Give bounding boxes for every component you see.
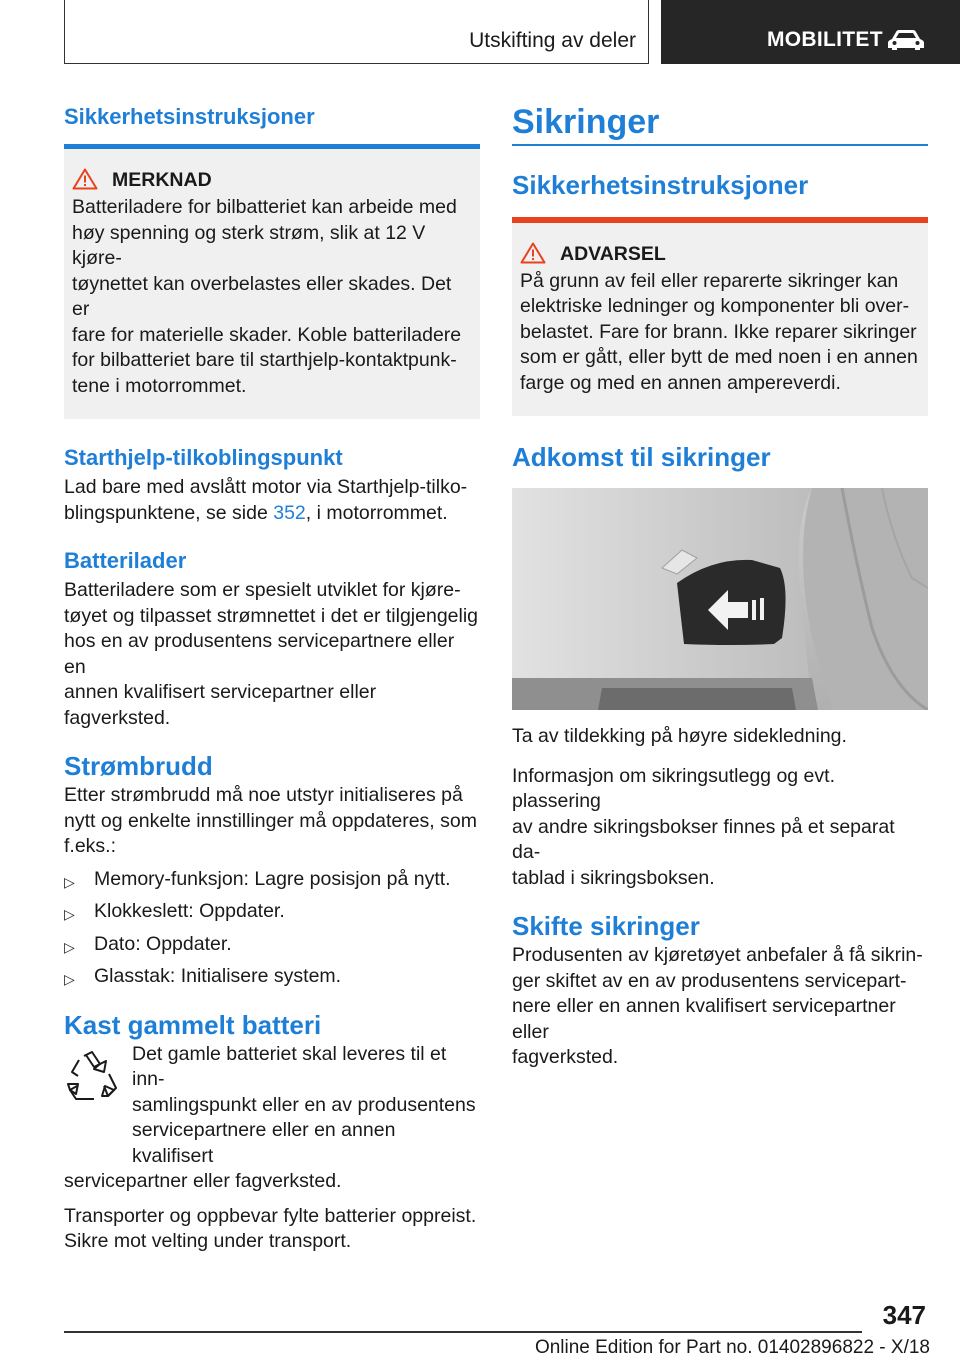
paragraph-line: nere eller en annen kvalifisert servicepartner eller xyxy=(512,995,896,1043)
fuses-title: Sikringer xyxy=(512,103,660,141)
warning-box xyxy=(512,223,928,417)
outage-list xyxy=(64,867,480,990)
list-item-text: Dato: Oppdater. xyxy=(94,932,232,955)
paragraph-line: Sikre mot velting under transport. xyxy=(64,1230,352,1252)
car-icon xyxy=(886,28,926,52)
warning-line: På grunn av feil eller reparerte sikringer kan xyxy=(520,269,899,292)
section-title: Utskifting av deler xyxy=(469,29,636,52)
access-caption: Ta av tildekking på høyre sidekledning. xyxy=(512,725,847,747)
bullet-triangle-icon: ▷ xyxy=(64,906,75,922)
note-line: tene i motorrommet. xyxy=(72,374,247,397)
list-item-text: Glasstak: Initialisere system. xyxy=(94,965,342,987)
dispose-block xyxy=(64,1042,480,1255)
paragraph-line: tøyet og tilpasset strømnettet i det er tilgjengelig xyxy=(64,604,479,627)
bullet-triangle-icon: ▷ xyxy=(64,938,75,955)
paragraph-line: Informasjon om sikringsutlegg og evt. plassering xyxy=(512,764,835,812)
paragraph-line: hos en av produsentens servicepartnere eller en xyxy=(64,630,455,678)
access-fuses-heading: Adkomst til sikringer xyxy=(512,442,771,472)
list-item xyxy=(64,899,480,925)
paragraph-line: av andre sikringsbokser finnes på et separat da- xyxy=(512,815,895,863)
note-line: Batteriladere for bilbatteriet kan arbeide med xyxy=(72,196,457,218)
access-info xyxy=(512,764,928,892)
text-fragment: blingspunktene, se side xyxy=(64,501,274,524)
warning-title xyxy=(560,241,920,267)
warning-text xyxy=(520,269,920,397)
header-chapter-box xyxy=(661,0,960,64)
note-title-text: MERKNAD xyxy=(112,169,212,191)
jump-start-heading: Starthjelp-tilkoblingspunkt xyxy=(64,445,343,470)
note-line: for bilbatteriet bare til starthjelp-kontaktpunk- xyxy=(72,349,457,371)
warning-line: belastet. Fare for brann. Ikke reparer sikringer xyxy=(520,320,917,343)
note-text xyxy=(72,195,472,399)
paragraph-line: tablad i sikringsboksen. xyxy=(512,866,715,889)
note-box xyxy=(64,149,480,419)
paragraph-line: servicepartnere eller en annen kvalifisert xyxy=(132,1119,396,1167)
paragraph-line: Produsenten av kjøretøyet anbefaler å få sikrin- xyxy=(512,944,923,966)
dispose-text-2 xyxy=(64,1204,480,1255)
note-line: høy spenning og sterk strøm, slik at 12 V kjøre- xyxy=(72,221,426,269)
paragraph-line: Det gamle batteriet skal leveres til et inn- xyxy=(132,1042,447,1090)
paragraph-line: fagverksted. xyxy=(512,1046,619,1068)
warning-line: som er gått, eller bytt de med noen i en annen xyxy=(520,346,918,368)
warning-title-text: ADVARSEL xyxy=(560,242,666,265)
edition-footer: Online Edition for Part no. 01402896822 - X/18 xyxy=(534,1337,930,1358)
note-line: tøynettet kan overbelastes eller skades. Det er xyxy=(72,272,452,320)
page-number: 347 xyxy=(882,1300,926,1330)
title-rule xyxy=(512,144,928,146)
warning-line: elektriske ledninger og komponenter bli over- xyxy=(520,295,910,317)
charger-heading: Batterilader xyxy=(64,548,187,573)
warning-line: farge og med en annen ampereverdi. xyxy=(520,371,841,394)
dispose-battery-heading: Kast gammelt batteri xyxy=(64,1009,322,1040)
warning-triangle-icon xyxy=(520,242,546,264)
list-item-text: Memory-funksjon: Lagre posisjon på nytt. xyxy=(94,867,451,890)
right-column xyxy=(512,100,928,1071)
bullet-triangle-icon: ▷ xyxy=(64,971,75,987)
note-title xyxy=(112,167,472,193)
paragraph-line: ger skiftet av en av produsentens servicepart- xyxy=(512,969,907,992)
text-fragment: , i motorrommet. xyxy=(305,501,448,524)
power-outage-text xyxy=(64,783,480,860)
paragraph-line: annen kvalifisert servicepartner eller fagverksted. xyxy=(64,681,377,729)
paragraph-line xyxy=(64,501,480,527)
paragraph-line: servicepartner eller fagverksted. xyxy=(64,1170,342,1192)
note-line: fare for materielle skader. Koble batteriladere xyxy=(72,323,462,346)
fuses-safety-heading: Sikkerhetsinstruksjoner xyxy=(512,169,809,200)
chapter-title: MOBILITET xyxy=(767,28,883,51)
list-item xyxy=(64,964,480,990)
paragraph-line: Etter strømbrudd må noe utstyr initialiseres på xyxy=(64,784,463,806)
jump-start-text xyxy=(64,475,480,526)
trunk-side-trim-photo xyxy=(512,488,928,710)
list-item xyxy=(64,867,480,893)
list-item xyxy=(64,932,480,958)
header-section-box xyxy=(64,0,649,64)
recycle-icon xyxy=(64,1050,120,1102)
list-item-text: Klokkeslett: Oppdater. xyxy=(94,900,285,922)
power-outage-heading: Strømbrudd xyxy=(64,751,213,781)
left-column xyxy=(64,102,480,1255)
paragraph-line: Lad bare med avslått motor via Starthjelp-tilko- xyxy=(64,476,468,498)
paragraph-line: f.eks.: xyxy=(64,835,117,857)
safety-heading: Sikkerhetsinstruksjoner xyxy=(64,104,315,129)
page-reference-link[interactable]: 352 xyxy=(273,501,306,524)
paragraph-line: nytt og enkelte innstillinger må oppdateres, som xyxy=(64,809,477,832)
replace-fuses-text xyxy=(512,943,928,1071)
warning-triangle-icon xyxy=(72,168,98,190)
paragraph-line: Batteriladere som er spesielt utviklet for kjøre- xyxy=(64,579,461,601)
footer-rule xyxy=(64,1331,862,1333)
charger-text xyxy=(64,578,480,731)
replace-fuses-heading: Skifte sikringer xyxy=(512,911,700,941)
dispose-text xyxy=(132,1042,480,1170)
bullet-triangle-icon: ▷ xyxy=(64,873,75,890)
paragraph-line: samlingspunkt eller en av produsentens xyxy=(132,1093,476,1116)
paragraph-line: Transporter og oppbevar fylte batterier oppreist. xyxy=(64,1204,477,1227)
